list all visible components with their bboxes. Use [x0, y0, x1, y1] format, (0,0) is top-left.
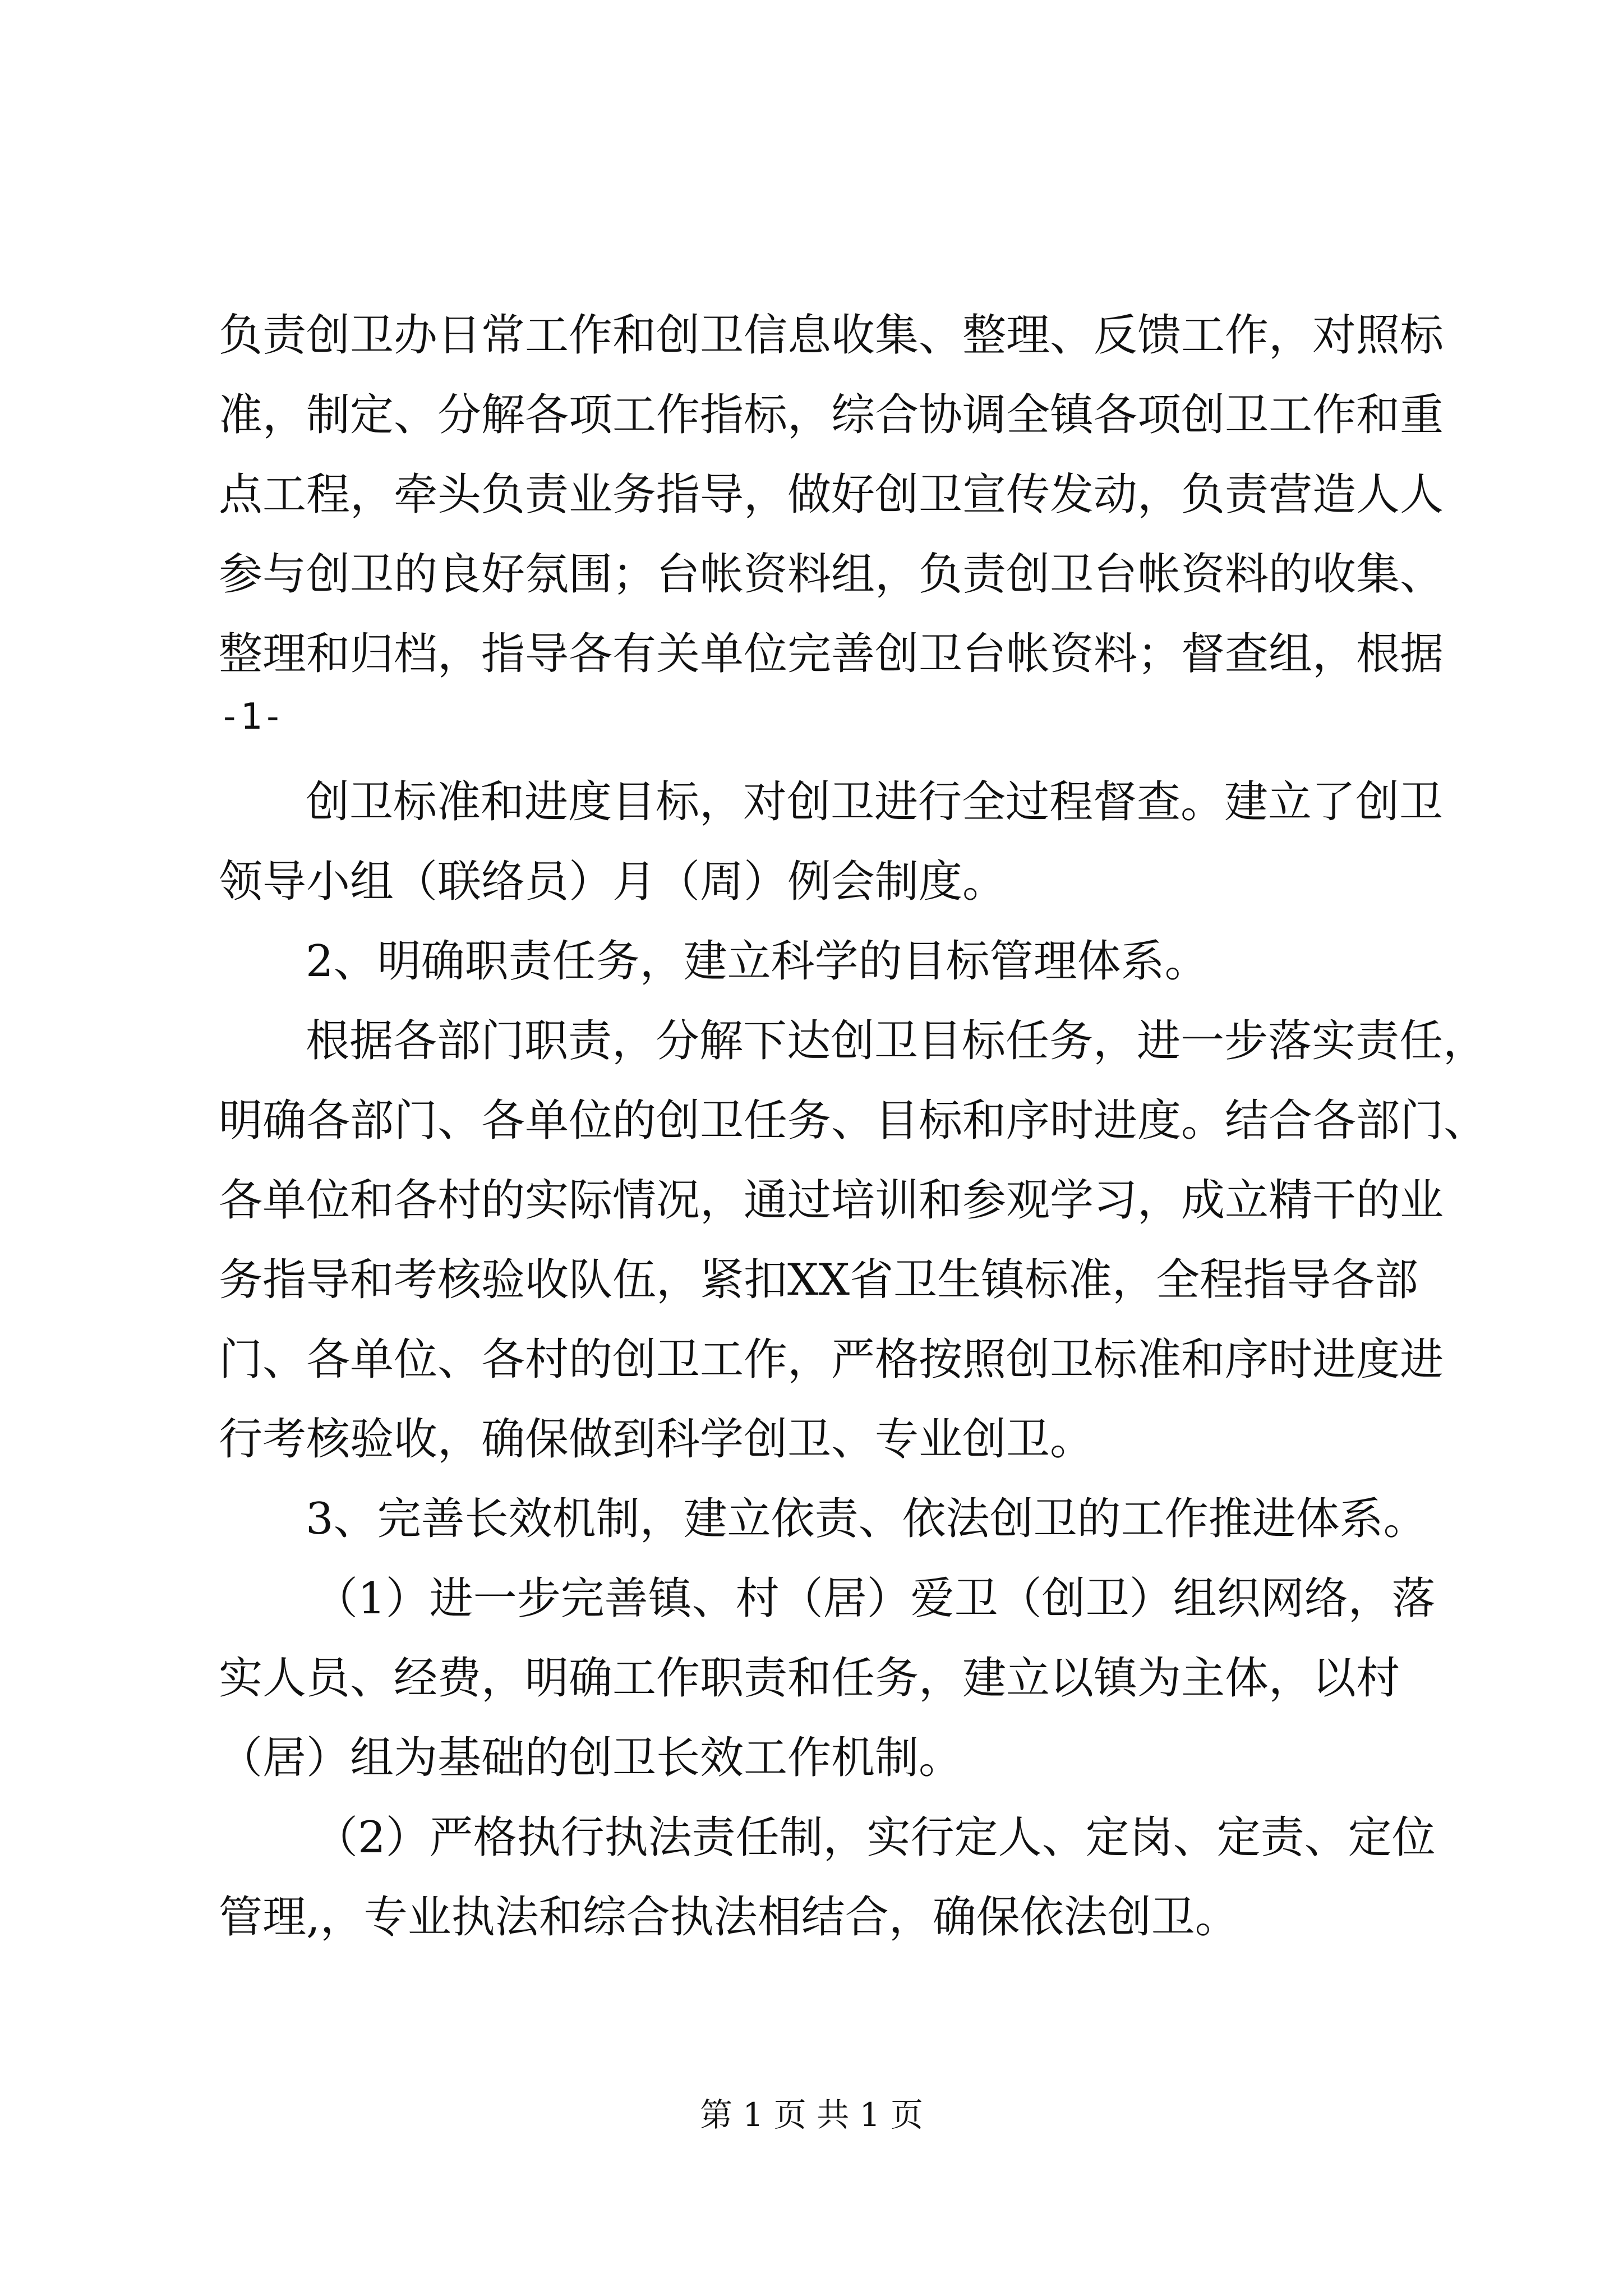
text-line: 负责创卫办日常工作和创卫信息收集、整理、反馈工作，对照标 [219, 310, 1444, 361]
text-line: 参与创卫的良好氛围；台帐资料组，负责创卫台帐资料的收集、 [219, 549, 1444, 600]
text-line: 领导小组（联络员）月（周）例会制度。 [219, 857, 1007, 907]
text-line: 行考核验收，确保做到科学创卫、专业创卫。 [219, 1414, 1094, 1465]
text-line: 整理和归档，指导各有关单位完善创卫台帐资料；督查组，根据 [219, 629, 1444, 679]
text-line: 务指导和考核验收队伍，紧扣XX省卫生镇标准，全程指导各部 [219, 1255, 1419, 1305]
page-marker: -1- [219, 696, 284, 738]
text-line: 管理,，专业执法和综合执法相结合，确保依法创卫。 [219, 1892, 1239, 1943]
text-line: （1）进一步完善镇、村（居）爱卫（创卫）组织网络，落 [314, 1573, 1436, 1624]
text-line: 创卫标准和进度目标，对创卫进行全过程督查。建立了创卫 [306, 777, 1444, 827]
page-footer: 第 1 页 共 1 页 [700, 2096, 923, 2134]
section-heading: 2、明确职责任务，建立科学的目标管理体系。 [306, 936, 1209, 987]
text-line: 点工程，牵头负责业务指导，做好创卫宣传发动，负责营造人人 [219, 470, 1444, 520]
text-line: 各单位和各村的实际情况，通过培训和参观学习，成立精干的业 [219, 1175, 1444, 1226]
text-line: 实人员、经费，明确工作职责和任务，建立以镇为主体，以村 [219, 1653, 1400, 1704]
text-line: （2）严格执行执法责任制，实行定人、定岗、定责、定位 [314, 1812, 1436, 1863]
section-heading: 3、完善长效机制，建立依责、依法创卫的工作推进体系。 [306, 1494, 1427, 1544]
text-line: 明确各部门、各单位的创卫任务、目标和序时进度。结合各部门、 [219, 1096, 1488, 1146]
text-line: 准，制定、分解各项工作指标，综合协调全镇各项创卫工作和重 [219, 390, 1444, 440]
text-line: （居）组为基础的创卫长效工作机制。 [219, 1733, 963, 1783]
text-line: 门、各单位、各村的创卫工作，严格按照创卫标准和序时进度进 [219, 1335, 1444, 1385]
text-line: 根据各部门职责，分解下达创卫目标任务，进一步落实责任， [306, 1016, 1487, 1066]
